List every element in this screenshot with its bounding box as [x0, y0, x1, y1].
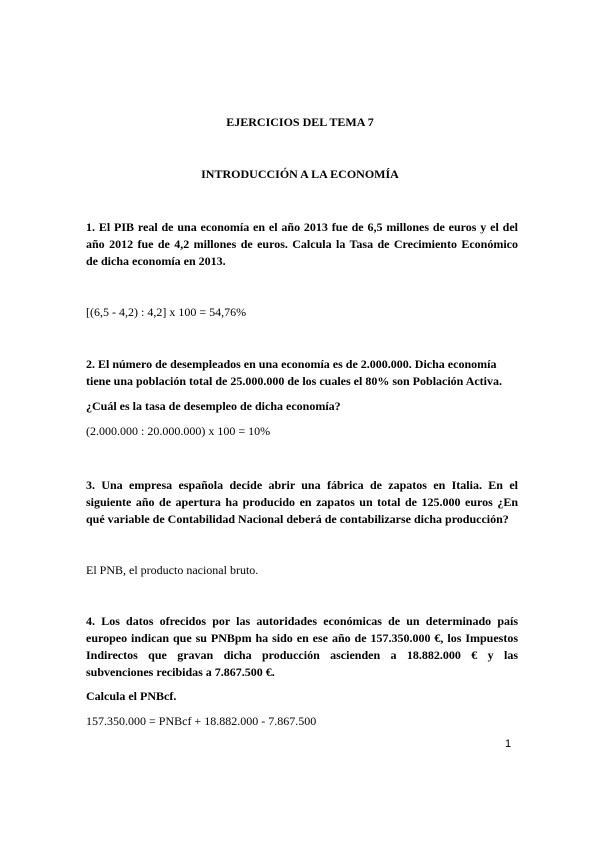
exercise-4-question-line: subvenciones recibidas a 7.867.500 €. — [86, 665, 275, 679]
exercise-2-answer: (2.000.000 : 20.000.000) x 100 = 10% — [86, 424, 271, 438]
exercise-3-question — [86, 477, 518, 528]
exercise-4-question-line: europeo indican que su PNBpm ha sido en ese año de 157.350.000 €, los Impuestos — [86, 631, 518, 645]
document-subtitle: INTRODUCCIÓN A LA ECONOMÍA — [201, 167, 399, 181]
exercise-1-question-line: 1. El PIB real de una economía en el año 2013 fue de 6,5 millones de euros y el del — [86, 220, 518, 234]
exercise-3-question-line: siguiente año de apertura ha producido en zapatos un total de 125.000 euros ¿En — [86, 495, 518, 509]
exercise-1-question — [86, 219, 518, 270]
exercise-4-sub-question: Calcula el PNBcf. — [86, 689, 177, 703]
exercise-2-question-line: 2. El número de desempleados en una economía es de 2.000.000. Dicha economía — [86, 357, 497, 371]
exercise-1-question-line: año 2012 fue de 4,2 millones de euros. Calcula la Tasa de Crecimiento Económico — [86, 237, 518, 251]
page-number: 1 — [505, 738, 512, 750]
exercise-3-question-line: 3. Una empresa española decide abrir una fábrica de zapatos en Italia. En el — [86, 478, 518, 492]
exercise-4-answer: 157.350.000 = PNBcf + 18.882.000 - 7.867.500 — [86, 714, 317, 728]
document-title: EJERCICIOS DEL TEMA 7 — [226, 115, 374, 129]
exercise-1-answer: [(6,5 - 4,2) : 4,2] x 100 = 54,76% — [86, 305, 247, 319]
exercise-3-answer: El PNB, el producto nacional bruto. — [86, 563, 259, 577]
exercise-2-question — [86, 356, 518, 390]
exercise-3-question-line: qué variable de Contabilidad Nacional deberá de contabilizarse dicha producción? — [86, 512, 509, 526]
exercise-2-sub-question: ¿Cuál es la tasa de desempleo de dicha economía? — [86, 399, 341, 413]
exercise-4-question-line: 4. Los datos ofrecidos por las autoridades económicas de un determinado país — [86, 614, 518, 628]
exercise-1-question-line: de dicha economía en 2013. — [86, 254, 226, 268]
exercise-4-question — [86, 613, 518, 681]
exercise-4-question-line: Indirectos que gravan dicha producción ascienden a 18.882.000 € y las — [86, 648, 518, 662]
exercise-2-question-line: tiene una población total de 25.000.000 de los cuales el 80% son Población Activa. — [86, 374, 503, 388]
